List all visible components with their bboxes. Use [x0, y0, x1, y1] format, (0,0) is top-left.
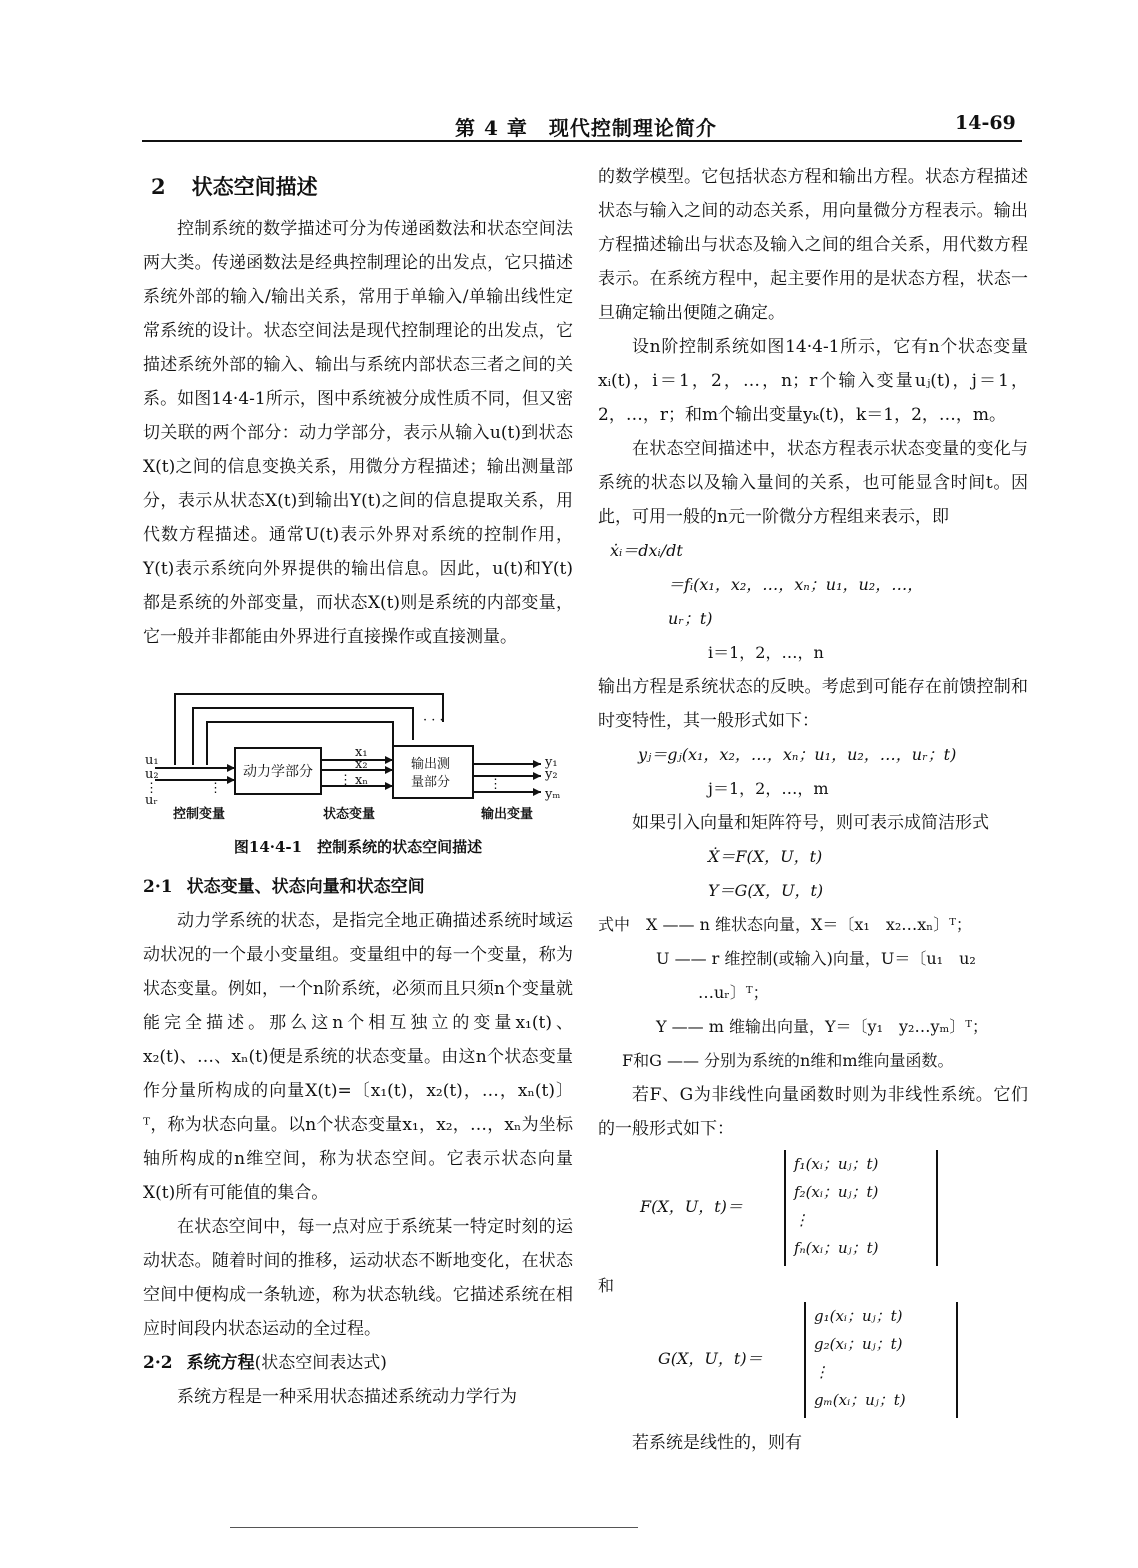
figure-caption: 图14·4-1 控制系统的状态空间描述: [233, 838, 483, 856]
paragraph: 若F、G为非线性向量函数时则为非线性系统。它们的一般形式如下：: [598, 1085, 1028, 1139]
figure-block-diagram: [143, 680, 573, 830]
section-heading: [151, 170, 573, 204]
definition-y: Y —— m 维输出向量，Y＝〔y₁ y₂…yₘ〕ᵀ；: [656, 1017, 989, 1036]
svg-text:⋮: ⋮: [209, 781, 222, 796]
block-output-line2: 量部分: [411, 775, 451, 790]
matrix-row: fₙ(xᵢ；uⱼ；t): [794, 1239, 879, 1257]
block-output-line1: 输出测: [411, 757, 451, 772]
where-label: 式中: [598, 915, 631, 934]
paragraph: 在状态空间中，每一点对应于系统某一特定时刻的运动状态。随着时间的推移，运动状态不断地变化，在状态空间中便构成一条轨迹，称为状态轨线。它描述系统在相应时间段内状态运动的全过程。: [143, 1217, 573, 1339]
paragraph: 在状态空间描述中，状态方程表示状态变量的变化与系统的状态以及输入量间的关系，也可能显含时间t。因此，可用一般的n元一阶微分方程组来表示，即: [598, 439, 1028, 527]
equation-vector-output: Y＝G(X，U，t): [708, 881, 824, 900]
label-ur: uᵣ: [145, 793, 158, 808]
label-state-var: 状态变量: [323, 807, 376, 822]
subsection-number: 2·1: [143, 877, 173, 897]
svg-text:⋮: ⋮: [489, 777, 502, 792]
definition-u: U —— r 维控制(或输入)向量，U＝〔u₁ u₂: [656, 949, 976, 968]
label-u2: u₂: [145, 767, 159, 782]
running-header-title: 第 4 章 现代控制理论简介: [455, 116, 717, 140]
equation-state-fn: ＝fᵢ(x₁，x₂，…，xₙ；u₁，u₂，…，: [668, 575, 924, 594]
paragraph: 控制系统的数学描述可分为传递函数法和状态空间法两大类。传递函数法是经典控制理论的出发点，它只描述系统外部的输入/输出关系，常用于单输入/单输出线性定常系统的设计。状态空间法是现代控制理论的出发点，它描述系统外部的输入、输出与系统内部状态三者之间的关系。如图14·4-1所示，图中系统被分成性质不同，但又密切关联的两个部分：动力学部分，表示从输入u(t)到状态X(t)之间的信息变换关系，用微分方程描述；输出测量部分，表示从状态X(t)到输出Y(t)之间的信息提取关系，用代数方程描述。通常U(t)表示外界对系统的控制作用，Y(t)表示系统向外界提供的输出信息。因此，u(t)和Y(t)都是系统的外部变量，而状态X(t)则是系统的内部变量，它一般并非都能由外界进行直接操作或直接测量。: [143, 219, 573, 647]
section-title: 状态空间描述: [191, 174, 318, 199]
label-y2: y₂: [545, 767, 558, 782]
matrix-F-lhs: F(X，U，t)＝: [640, 1197, 743, 1216]
paragraph: 的数学模型。它包括状态方程和输出方程。状态方程描述状态与输入之间的动态关系，用向量微分方程表示。输出方程描述输出与状态及输入之间的组合关系，用代数方程表示。在系统方程中，起主要作用的是状态方程，状态一旦确定输出便随之确定。: [598, 167, 1028, 323]
section-number: 2: [151, 174, 166, 199]
equation-output-index: j＝1，2，…，m: [708, 779, 829, 798]
matrix-row: ⋮: [794, 1211, 809, 1229]
paragraph: 如果引入向量和矩阵符号，则可表示成简洁形式: [632, 813, 989, 833]
definition-x: 式中 X —— n 维状态向量，X＝〔x₁ x₂…xₙ〕ᵀ；: [598, 915, 972, 934]
equation-state-index: i＝1，2，…，n: [708, 643, 824, 662]
block-diagram: [143, 680, 573, 830]
subsection-title: 系统方程: [186, 1353, 255, 1373]
subsection-paren: (状态空间表达式): [254, 1353, 387, 1373]
and-word: 和: [598, 1276, 615, 1295]
label-ym: yₘ: [545, 787, 561, 802]
equation-state-derivative: ẋᵢ＝dxᵢ/dt: [610, 541, 683, 560]
page-number: 14-69: [955, 112, 1016, 134]
definition-u-cont: …uᵣ〕ᵀ；: [698, 983, 769, 1002]
matrix-row: gₘ(xᵢ；uⱼ；t): [814, 1391, 906, 1409]
block-dynamics: 动力学部分: [243, 764, 313, 780]
matrix-G: [598, 1302, 1028, 1422]
paragraph: 动力学系统的状态，是指完全地正确描述系统时域运动状况的一个最小变量组。变量组中的每一个变量，称为状态变量。例如，一个n阶系统，必须而且只须n个变量就能完全描述。那么这n个相互独立的变量x₁(t)、x₂(t)、…、xₙ(t)便是系统的状态变量。由这n个状态变量作分量所构成的向量X(t)=〔x₁(t)，x₂(t)，…，xₙ(t)〕ᵀ，称为状态向量。以n个状态变量x₁，x₂，…，xₙ为坐标轴所构成的n维空间，称为状态空间。它表示状态向量X(t)所有可能值的集合。: [143, 911, 573, 1203]
label-u1: u₁: [145, 753, 159, 768]
subsection-heading: [143, 1346, 573, 1380]
svg-text:⋮: ⋮: [145, 781, 158, 796]
label-output-var: 输出变量: [481, 807, 534, 822]
matrix-row: g₂(xᵢ；uⱼ；t): [814, 1335, 903, 1353]
matrix-row: f₁(xᵢ；uⱼ；t): [794, 1155, 879, 1173]
label-dots: · · ·: [423, 713, 444, 728]
equation-state-fn-cont: uᵣ；t): [668, 609, 713, 628]
matrix-row: f₂(xᵢ；uⱼ；t): [794, 1183, 879, 1201]
matrix-G-rows: [814, 1302, 906, 1414]
matrix-row: g₁(xᵢ；uⱼ；t): [814, 1307, 903, 1325]
right-column: [598, 160, 1028, 1460]
equation-vector-state: Ẋ＝F(X，U，t): [708, 847, 823, 866]
matrix-G-lhs: G(X，U，t)＝: [658, 1349, 763, 1368]
definition-fg: F和G —— 分别为系统的n维和m维向量函数。: [622, 1051, 954, 1070]
subsection-number: 2·2: [143, 1353, 173, 1373]
paragraph: 若系统是线性的，则有: [632, 1433, 802, 1453]
matrix-row: ⋮: [814, 1363, 829, 1381]
paragraph: 系统方程是一种采用状态描述系统动力学行为: [177, 1387, 517, 1407]
paragraph: 输出方程是系统状态的反映。考虑到可能存在前馈控制和时变特性，其一般形式如下：: [598, 677, 1028, 731]
label-x1: x₁: [355, 745, 368, 760]
label-x2: x₂: [355, 757, 368, 772]
label-xn: xₙ: [355, 773, 368, 788]
left-column: [143, 160, 573, 1414]
header-rule: [142, 140, 1022, 142]
label-y1: y₁: [545, 755, 558, 770]
paragraph: 设n阶控制系统如图14·4-1所示，它有n个状态变量xᵢ(t)，i＝1，2，…，n；r个输入变量uⱼ(t)，j＝1，2，…，r；和m个输出变量yₖ(t)，k＝1，2，…，m。: [598, 337, 1028, 425]
label-control-var: 控制变量: [173, 807, 226, 822]
subsection-heading: [143, 870, 573, 904]
matrix-F: [598, 1150, 1028, 1270]
equation-output: yⱼ＝gⱼ(x₁，x₂，…，xₙ；u₁，u₂，…，uᵣ；t): [638, 745, 957, 764]
subsection-title: 状态变量、状态向量和状态空间: [186, 877, 425, 897]
svg-text:⋮: ⋮: [339, 773, 352, 788]
matrix-F-rows: [794, 1150, 878, 1262]
footer-rule: [230, 1527, 638, 1528]
